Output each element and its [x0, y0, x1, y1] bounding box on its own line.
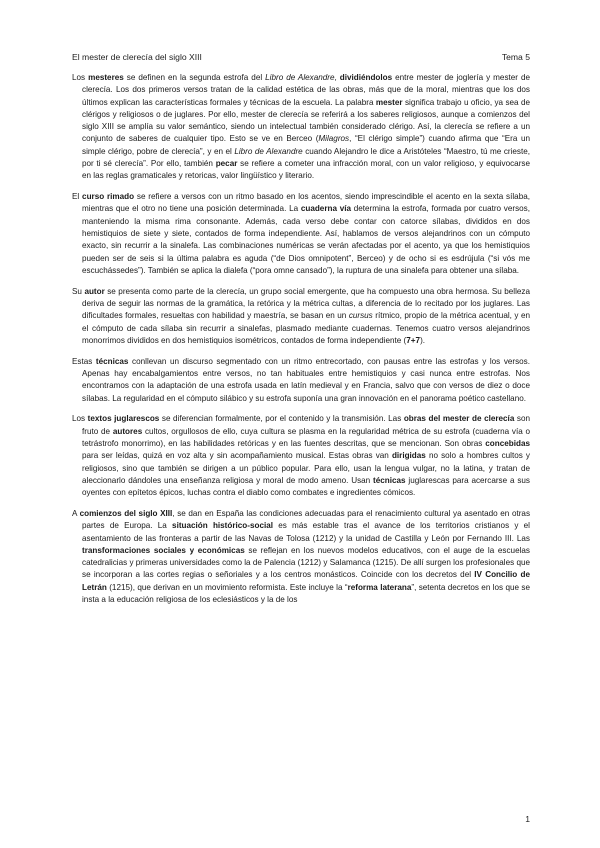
header-section: Tema 5: [501, 52, 530, 62]
bold-term: técnicas: [95, 356, 129, 366]
paragraph-curso-rimado: El curso rimado se refiere a versos con un ritmo basado en los acentos, siendo imprescindible el acento en la sexta sílaba, mientras que el otro no tiene una posición determinada. La cuaderna vía determina la estrofa, formada por cuatro versos, manteniendo la misma rima consonante. Además, cada verso debe contar con catorce sílabas, divididos en dos hemistiquios de siete y siete, contados de forma independiente. Así, hablamos de versos alejandrinos con un cómputo exacto, sin recurrir a la sinalefa. Las combinaciones numéricas se verán afectadas por el acento, ya que los hemistiquios pueden ser de seis si la última palabra es aguda (“de Dios omnipotent”, Berceo) y de ocho si es esdrújula (“si vós me escuchássedes”). También se aplica la dialefa (“pora omne cansado”), la ruptura de una sinalefa para obtener una sílaba.: [72, 192, 530, 275]
italic-title: Libro de Alexandre: [265, 73, 335, 82]
italic-title: Libro de Alexandre: [234, 146, 303, 156]
paragraph-siglo-xiii: A comienzos del siglo XIII, se dan en España las condiciones adecuadas para el renacimiento cultural ya asentado en otras partes de Europa. La situación histórico-social es más estable tras el avance de los territorios cristianos y el asentamiento de las fronteras a partir de las Navas de Tolosa (1212) y la unidad de Castilla y León por Fernando III. Las transformaciones sociales y económicas se reflejan en los nuevos modelos educativos, con el auge de la escuelas catedralicias y primeras universidades como la de Palencia (1212) y Salamanca (1215). De allí surgen los profesionales que se incorporan a las cortes regias o señoriales y a los centros monásticos. Coincide con los decretos del IV Concilio de Letrán (1215), que derivan en un movimiento reformista. Este incluye la “reforma laterana”, setenta decretos en los que se insta a la educación religiosa de los eclesiásticos y la de los: [72, 509, 531, 605]
paragraph-mesteres: Los mesteres se definen en la segunda estrofa del Libro de Alexandre, dividiéndolos entre mester de joglería y mester de clerecía. Los dos primeros versos tratan de la calidad estética de las obras, más que de la moral, mientras que los dos últimos explican las características formales y técnicas de la escuela. La palabra mester significa trabajo u oficio, ya sea de clérigos y religiosos o de juglares. Por ello, mester de clerecía se referirá a los saberes religiosos, aunque a comienzos del siglo XIII se amplía su valor semántico, siendo un intelectual también considerado clérigo. Así, la clerecía se refiere a un conjunto de saberes de cualquier tipo. Esto se ve en Berceo (Milagros, “El clérigo simple”) cuando afirma que “Era un simple clérigo, pobre de clerecía”, y en el Libro de Alexandre cuando Alejandro le dice a Aristóteles “Maestro, tú me crieste, por ti sé clerecía”. Por ello, también pecar se refiere a cometer una infracción moral, con un valor religioso, y equivocarse en las reglas gramaticales y retoricas, valor lingüístico y literario.: [72, 73, 531, 181]
bold-term: obras del mester de clerecía: [403, 414, 515, 424]
bold-term: pecar: [215, 159, 238, 169]
paragraph-textos-juglarescos: Los textos juglarescos se diferencian formalmente, por el contenido y la transmisión. Las obras del mester de clerecía son fruto de autores cultos, orgullosos de ello, cuya cultura se plasma en la regularidad métrica de su estrofa (cuaderna vía o tetrástrofo monorrimo), en las habilidades retóricas y en las fuentes descritas, que se mencionan. Son obras concebidas para ser leídas, quizá en voz alta y sin acompañamiento musical. Estas obras van dirigidas no solo a hombres cultos y religiosos, sino que también se dirigen a un público popular. Para ello, usan la lengua vulgar, no la latina, y tratan de aleccionarlo dándoles una enseñanza religiosa y moral de modo ameno. Usan técnicas juglarescas para acercarse a sus oyentes con epítetos épicos, luchas contra el diablo como combates e ingredientes cómicos.: [72, 414, 531, 498]
bold-term: curso rimado: [82, 192, 135, 202]
page-header: [72, 52, 530, 62]
bold-term: cuaderna vía: [300, 204, 351, 214]
bold-term: dirigidas: [391, 451, 426, 461]
paragraph-autor: Su autor se presenta como parte de la clerecía, un grupo social emergente, que ha compuesto una obra hermosa. Su belleza deriva de seguir las normas de la gramática, la retórica y la métrica cultas, a diferencia de lo recitado por los juglares. Las dificultades formales, resueltas con habilidad y maestría, se basan en un cursus rítmico, propio de la métrica acentual, y en el cómputo de cada sílaba sin recurrir a sinalefas, plasmado mediante cuadernas. Tenemos cuatro versos alejandrinos monorrimos divididos en dos hemistiquios isométricos, contados de forma independiente (7+7).: [72, 286, 531, 345]
bold-term: 7+7: [406, 335, 421, 345]
bold-term: técnicas: [373, 475, 406, 485]
bold-term: autor: [84, 286, 105, 296]
page-number: 1: [525, 814, 530, 824]
bold-term: textos juglarescos: [87, 414, 160, 424]
italic-title: Milagros: [318, 134, 350, 144]
bold-term: dividiéndolos: [339, 73, 393, 82]
bold-term: transformaciones sociales y económicas: [82, 545, 245, 555]
header-title: El mester de clerecía del siglo XIII: [72, 52, 202, 62]
paragraph-tecnicas: Estas técnicas conllevan un discurso segmentado con un ritmo entrecortado, con pausas entre las estrofas y los versos. Apenas hay encabalgamientos entre versos, no tan habituales entre hemistiquios y casi nunca entre estrofas. Nos encontramos con la adaptación de una estrofa usada en latín medieval y en Francia, salvo que con versos de diez o doce sílabas. La regularidad en el cómputo silábico y su estrofa suponía una gran innovación en el panorama poético castellano.: [72, 356, 531, 403]
bold-term: situación histórico-social: [172, 521, 273, 531]
bold-term: IV Concilio de Letrán: [82, 570, 530, 592]
body-text: [72, 72, 530, 606]
bold-term: mester: [375, 97, 403, 107]
bold-term: reforma laterana: [347, 582, 412, 592]
bold-term: concebidas: [485, 439, 530, 449]
bold-term: mesteres: [88, 73, 124, 82]
bold-term: comienzos del siglo XIII: [79, 509, 173, 518]
italic-title: cursus: [348, 311, 373, 321]
bold-term: autores: [112, 426, 143, 436]
